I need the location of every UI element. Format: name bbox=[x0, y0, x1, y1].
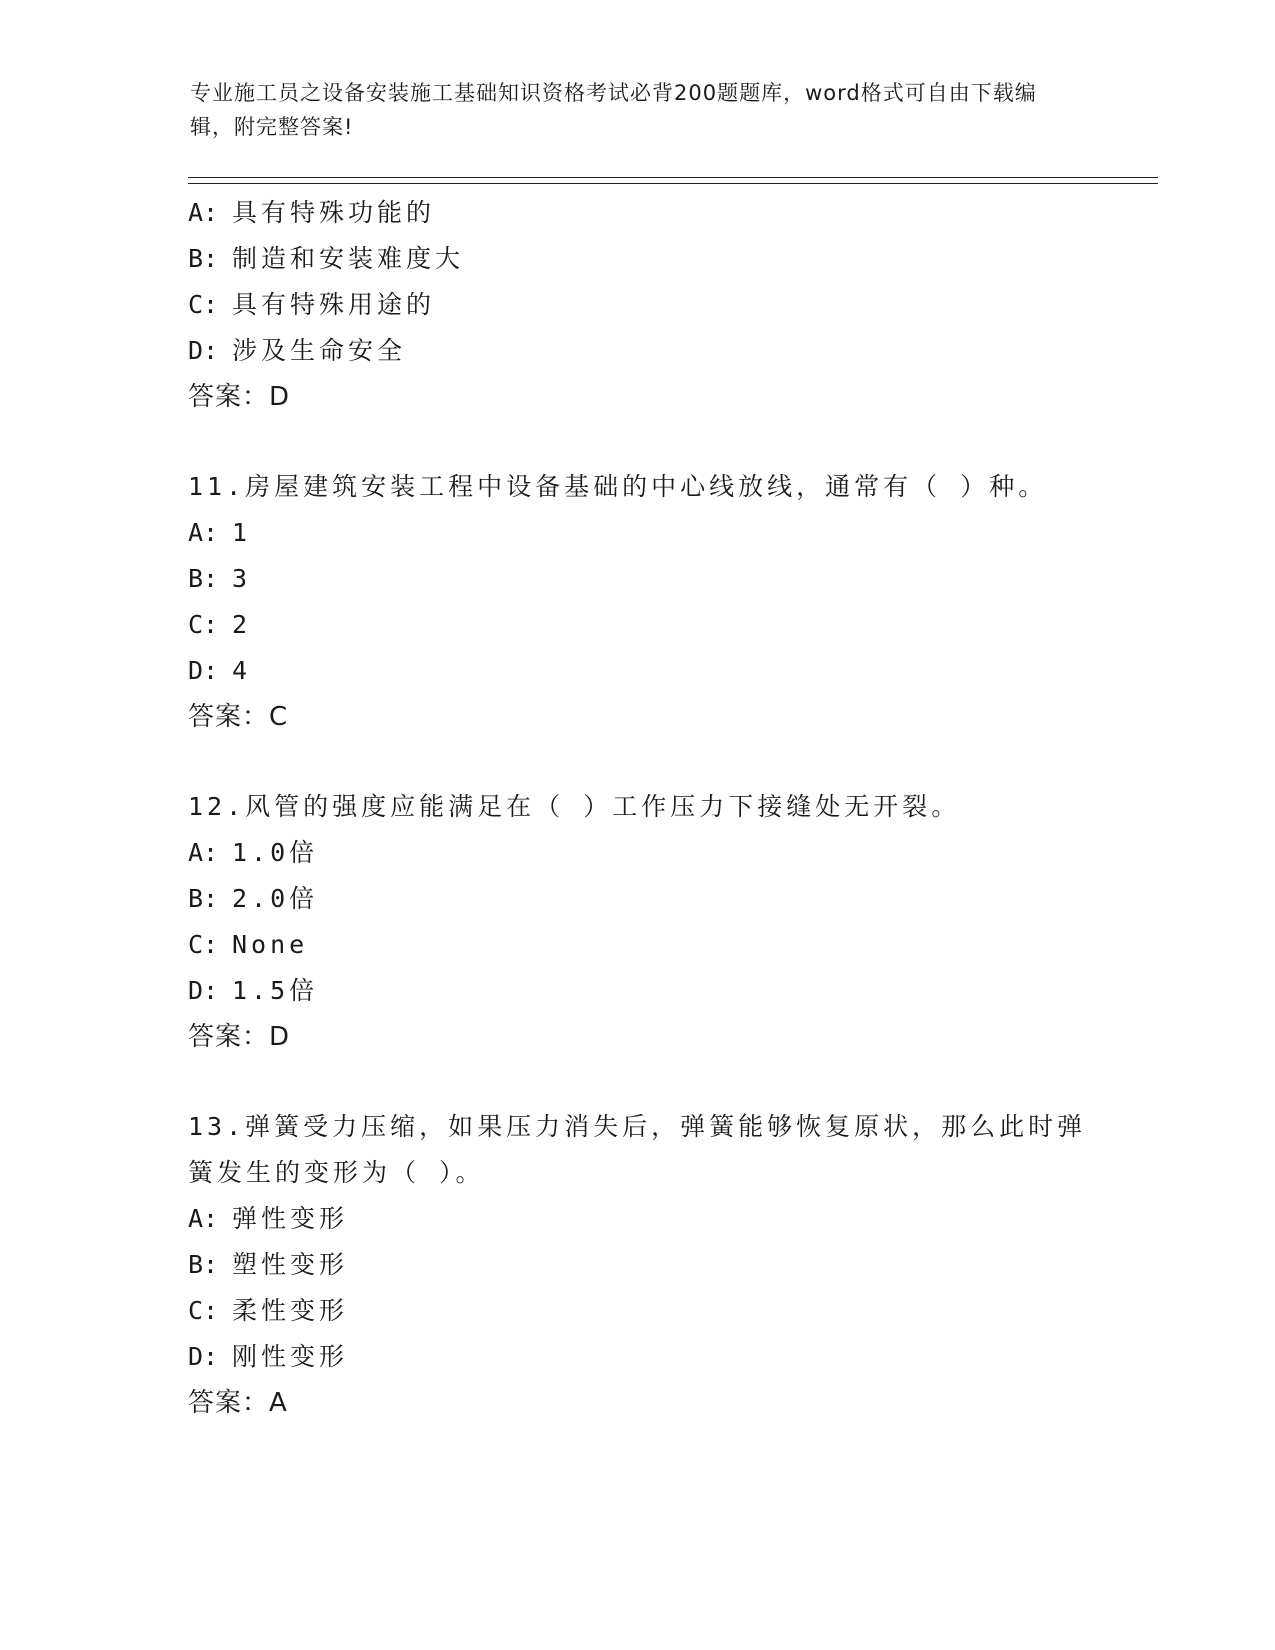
option-c: C: 具有特殊用途的 bbox=[188, 290, 436, 319]
option-b: B: 3 bbox=[188, 564, 252, 593]
question-text: 12.风管的强度应能满足在（ ）工作压力下接缝处无开裂。 bbox=[188, 792, 961, 821]
header-divider-bottom bbox=[188, 183, 1158, 184]
option-d: D: 1.5倍 bbox=[188, 976, 319, 1005]
option-d: D: 刚性变形 bbox=[188, 1342, 349, 1371]
option-a: A: 具有特殊功能的 bbox=[188, 198, 436, 227]
answer-line: 答案：D bbox=[188, 382, 291, 412]
header-divider-top bbox=[188, 177, 1158, 178]
answer-line: 答案：D bbox=[188, 1022, 291, 1052]
question-block-12 bbox=[188, 784, 1108, 1060]
option-b: B: 2.0倍 bbox=[188, 884, 319, 913]
option-c: C: None bbox=[188, 930, 309, 959]
option-a: A: 弹性变形 bbox=[188, 1204, 349, 1233]
question-block-13 bbox=[188, 1104, 1108, 1426]
option-c: C: 柔性变形 bbox=[188, 1296, 349, 1325]
question-list bbox=[188, 190, 1108, 1426]
document-header: 专业施工员之设备安装施工基础知识资格考试必背200题题库，word格式可自由下载编辑，附完整答案! bbox=[190, 81, 1037, 139]
question-block-11 bbox=[188, 464, 1108, 740]
option-d: D: 涉及生命安全 bbox=[188, 336, 407, 365]
option-d: D: 4 bbox=[188, 656, 252, 685]
option-b: B: 塑性变形 bbox=[188, 1250, 349, 1279]
option-a: A: 1.0倍 bbox=[188, 838, 319, 867]
option-c: C: 2 bbox=[188, 610, 252, 639]
answer-line: 答案：A bbox=[188, 1388, 288, 1418]
question-block-10 bbox=[188, 190, 1108, 420]
option-a: A: 1 bbox=[188, 518, 252, 547]
option-b: B: 制造和安装难度大 bbox=[188, 244, 465, 273]
question-text: 13.弹簧受力压缩，如果压力消失后，弹簧能够恢复原状，那么此时弹簧发生的变形为（ ）。 bbox=[188, 1112, 1087, 1187]
answer-line: 答案：C bbox=[188, 702, 289, 732]
question-text: 11.房屋建筑安装工程中设备基础的中心线放线，通常有（ ）种。 bbox=[188, 472, 1048, 501]
